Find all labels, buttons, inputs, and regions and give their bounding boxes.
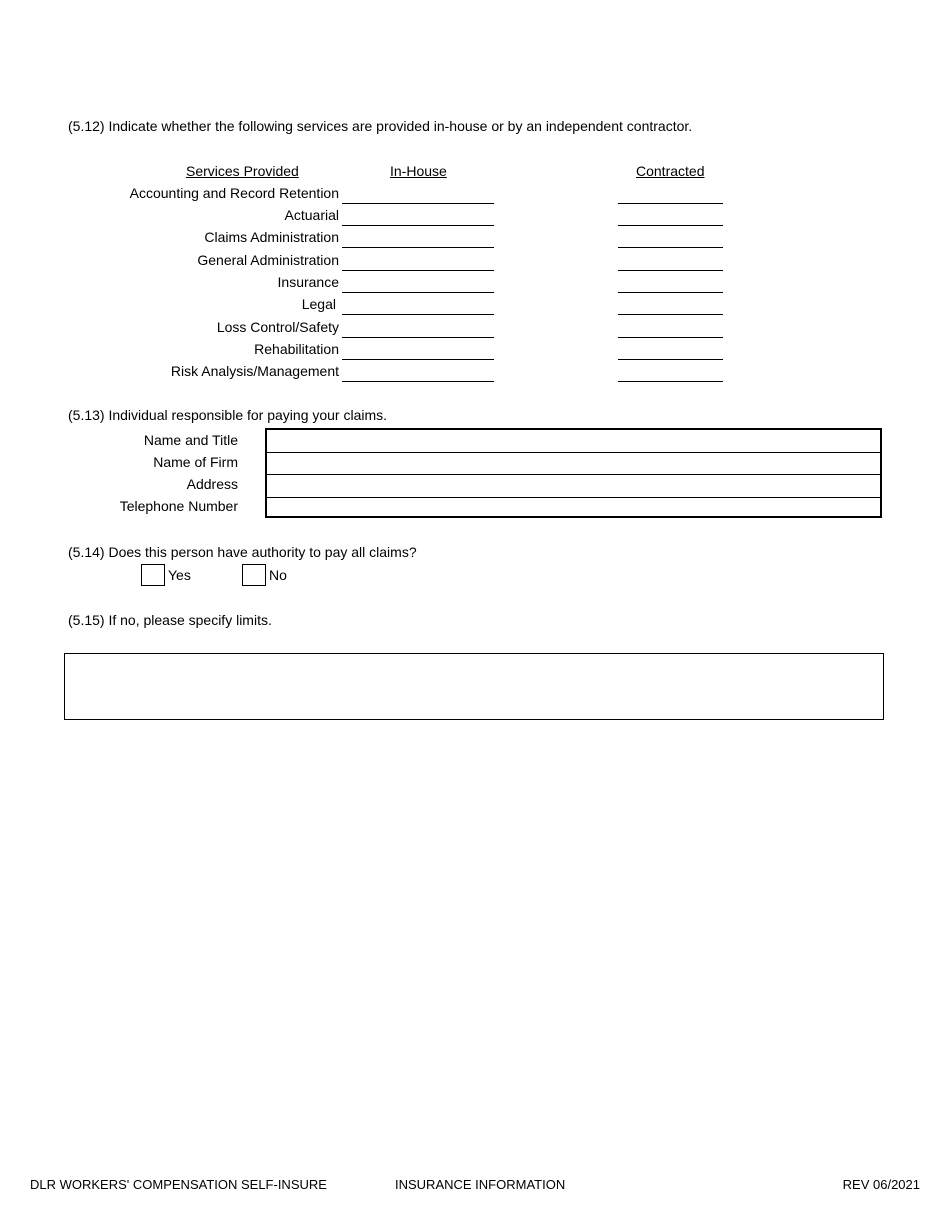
in-house-field[interactable] — [342, 314, 494, 315]
service-label: Accounting and Record Retention — [129, 185, 339, 201]
contracted-field[interactable] — [618, 203, 723, 204]
contracted-field[interactable] — [618, 270, 723, 271]
in-house-field[interactable] — [342, 292, 494, 293]
service-row — [0, 206, 950, 228]
service-label: Loss Control/Safety — [216, 319, 339, 335]
service-row — [0, 184, 950, 206]
telephone-number-field[interactable] — [267, 498, 880, 516]
service-label: Risk Analysis/Management — [170, 363, 339, 379]
in-house-field[interactable] — [342, 225, 494, 226]
name-and-title-label: Name and Title — [143, 432, 238, 448]
header-in-house: In-House — [390, 163, 447, 179]
contracted-field[interactable] — [618, 337, 723, 338]
header-services-provided: Services Provided — [186, 163, 299, 179]
contracted-field[interactable] — [618, 292, 723, 293]
no-checkbox[interactable] — [242, 564, 266, 586]
in-house-field[interactable] — [342, 270, 494, 271]
in-house-field[interactable] — [342, 359, 494, 360]
footer-form-name: DLR WORKERS' COMPENSATION SELF-INSURE — [30, 1177, 327, 1192]
service-label: General Administration — [197, 252, 339, 268]
service-label: Claims Administration — [204, 229, 339, 245]
service-row — [0, 228, 950, 250]
address-label: Address — [186, 476, 238, 492]
contracted-field[interactable] — [618, 359, 723, 360]
name-of-firm-label: Name of Firm — [153, 454, 238, 470]
name-of-firm-field[interactable] — [267, 453, 880, 476]
claims-payer-box — [265, 428, 882, 518]
telephone-number-label: Telephone Number — [119, 498, 238, 514]
service-label: Actuarial — [284, 207, 339, 223]
service-row — [0, 362, 950, 384]
name-and-title-field[interactable] — [267, 430, 880, 453]
service-row — [0, 318, 950, 340]
service-row — [0, 273, 950, 295]
no-label: No — [269, 567, 287, 583]
service-row — [0, 340, 950, 362]
question-5-14: (5.14) Does this person have authority to pay all claims? — [68, 544, 417, 560]
in-house-field[interactable] — [342, 247, 494, 248]
question-5-12: (5.12) Indicate whether the following services are provided in-house or by an independent contractor. — [68, 118, 693, 134]
question-5-15: (5.15) If no, please specify limits. — [68, 612, 272, 628]
question-5-13: (5.13) Individual responsible for paying your claims. — [68, 407, 388, 423]
service-row — [0, 295, 950, 317]
yes-checkbox[interactable] — [141, 564, 165, 586]
contracted-field[interactable] — [618, 314, 723, 315]
service-label: Rehabilitation — [254, 341, 339, 357]
contracted-field[interactable] — [618, 225, 723, 226]
service-label: Legal — [301, 296, 336, 312]
service-label: Insurance — [277, 274, 339, 290]
address-field[interactable] — [267, 475, 880, 498]
in-house-field[interactable] — [342, 337, 494, 338]
yes-label: Yes — [168, 567, 191, 583]
footer-revision: REV 06/2021 — [842, 1177, 920, 1192]
in-house-field[interactable] — [342, 381, 494, 382]
footer-section-title: INSURANCE INFORMATION — [395, 1177, 566, 1192]
service-row — [0, 251, 950, 273]
in-house-field[interactable] — [342, 203, 494, 204]
contracted-field[interactable] — [618, 247, 723, 248]
limits-textarea[interactable] — [64, 653, 884, 720]
header-contracted: Contracted — [636, 163, 705, 179]
contracted-field[interactable] — [618, 381, 723, 382]
